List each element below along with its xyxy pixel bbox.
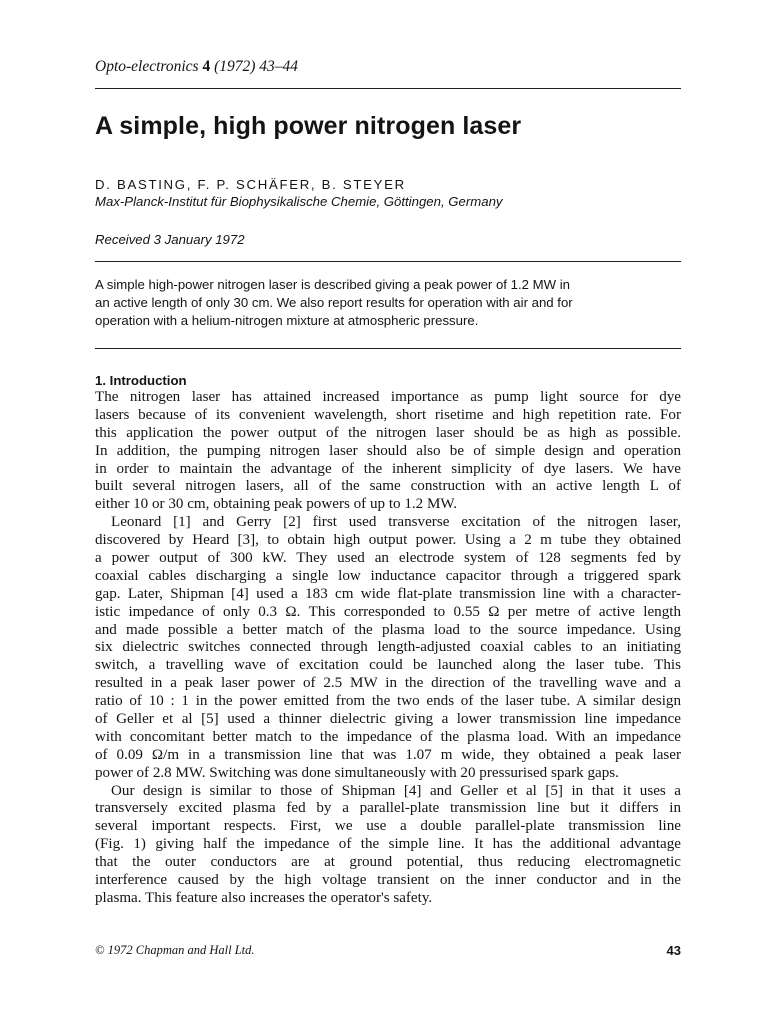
paragraph-line: and made possible a better match of the plasma load to the source impedance. Using bbox=[95, 621, 681, 638]
paragraph-line: In addition, the pumping nitrogen laser should also be of simple design and operation bbox=[95, 442, 681, 459]
paragraph-line: of 0.09 Ω/m in a transmission line that was 1.07 m wide, they obtained a peak laser bbox=[95, 746, 681, 763]
paragraph-line: with concomitant better match to the impedance of the plasma load. With an impedance bbox=[95, 728, 681, 745]
author-list: D. BASTING, F. P. SCHÄFER, B. STEYER bbox=[95, 177, 406, 192]
paragraph-line: lasers because of its convenient wavelength, short risetime and high repetition rate. For bbox=[95, 406, 681, 423]
paragraph-line: The nitrogen laser has attained increased importance as pump light source for dye bbox=[95, 389, 681, 405]
paragraph-line: power of 2.8 MW. Switching was done simultaneously with 20 pressurised spark gaps. bbox=[95, 764, 619, 781]
paragraph-line: resulted in a peak laser power of 2.5 MW in the direction of the travelling wave and a bbox=[95, 675, 681, 692]
paragraph-line: interference caused by the high voltage transient on the inner conductor and in the bbox=[95, 872, 681, 889]
paragraph-line: of Geller et al [5] used a thinner dielectric giving a lower transmission line impedance bbox=[95, 711, 681, 728]
abstract-line: operation with a helium-nitrogen mixture at atmospheric pressure. bbox=[95, 313, 479, 328]
paragraph-line: discovered by Heard [3], to obtain high output power. Using a 2 m tube they obtained bbox=[95, 532, 681, 549]
paragraph-line: either 10 or 30 cm, obtaining peak powers of up to 1.2 MW. bbox=[95, 496, 458, 513]
journal-year-pages: (1972) 43–44 bbox=[214, 58, 299, 75]
abstract-line: A simple high-power nitrogen laser is described giving a peak power of 1.2 MW in bbox=[95, 277, 570, 292]
paragraph-line: Leonard [1] and Gerry [2] first used transverse excitation of the nitrogen laser, bbox=[111, 514, 681, 531]
page-number: 43 bbox=[666, 943, 681, 958]
paragraph-line: Our design is similar to those of Shipman [4] and Geller et al [5] in that it uses a bbox=[111, 782, 681, 799]
author-affiliation: Max-Planck-Institut für Biophysikalische Chemie, Göttingen, Germany bbox=[95, 194, 503, 209]
paragraph-line: istic impedance of only 0.3 Ω. This corresponded to 0.55 Ω per metre of active length bbox=[95, 603, 681, 620]
paragraph-line: a power output of 300 kW. They used an electrode system of 128 segments fed by bbox=[95, 550, 681, 567]
introduction-body bbox=[95, 389, 681, 908]
paragraph-line: several important respects. First, we use a double parallel-plate transmission line bbox=[95, 818, 681, 835]
paragraph-line: coaxial cables discharging a single low inductance capacitor through a triggered spark bbox=[95, 567, 681, 584]
section-heading-introduction: 1. Introduction bbox=[95, 373, 187, 388]
paragraph-line: ratio of 10 : 1 in the power emitted from the two ends of the laser tube. A similar design bbox=[95, 693, 681, 710]
paragraph-line: built several nitrogen lasers, all of the same construction with an active length L of bbox=[95, 478, 681, 495]
article-page bbox=[95, 0, 681, 1024]
paragraph-line: six dielectric switches connected through length-adjusted coaxial cables to an initiating bbox=[95, 639, 681, 656]
journal-name: Opto-electronics bbox=[95, 58, 199, 75]
abstract bbox=[95, 276, 681, 330]
paragraph-line: plasma. This feature also increases the operator's safety. bbox=[95, 889, 433, 906]
article-title: A simple, high power nitrogen laser bbox=[95, 112, 522, 140]
copyright-notice: © 1972 Chapman and Hall Ltd. bbox=[95, 943, 255, 957]
abstract-line: an active length of only 30 cm. We also report results for operation with air and for bbox=[95, 295, 573, 310]
abstract-top-rule bbox=[95, 261, 681, 262]
header-rule bbox=[95, 88, 681, 89]
paragraph-line: switch, a travelling wave of excitation could be launched along the laser tube. This bbox=[95, 657, 681, 674]
paragraph-line: this application the power output of the nitrogen laser should be as high as possible. bbox=[95, 424, 681, 441]
received-date: Received 3 January 1972 bbox=[95, 232, 245, 247]
journal-volume: 4 bbox=[202, 58, 211, 75]
journal-citation bbox=[95, 58, 681, 76]
paragraph-line: that the outer conductors are at ground potential, thus reducing electromagnetic bbox=[95, 854, 681, 871]
paragraph-line: in order to maintain the advantage of the inherent simplicity of dye lasers. We have bbox=[95, 460, 681, 477]
paragraph-line: (Fig. 1) giving half the impedance of the simple line. It has the additional advantage bbox=[95, 836, 681, 853]
paragraph-line: gap. Later, Shipman [4] used a 183 cm wide flat-plate transmission line with a character- bbox=[95, 585, 681, 602]
paragraph-line: transversely excited plasma fed by a parallel-plate transmission line but it differs in bbox=[95, 800, 681, 817]
abstract-bottom-rule bbox=[95, 348, 681, 349]
